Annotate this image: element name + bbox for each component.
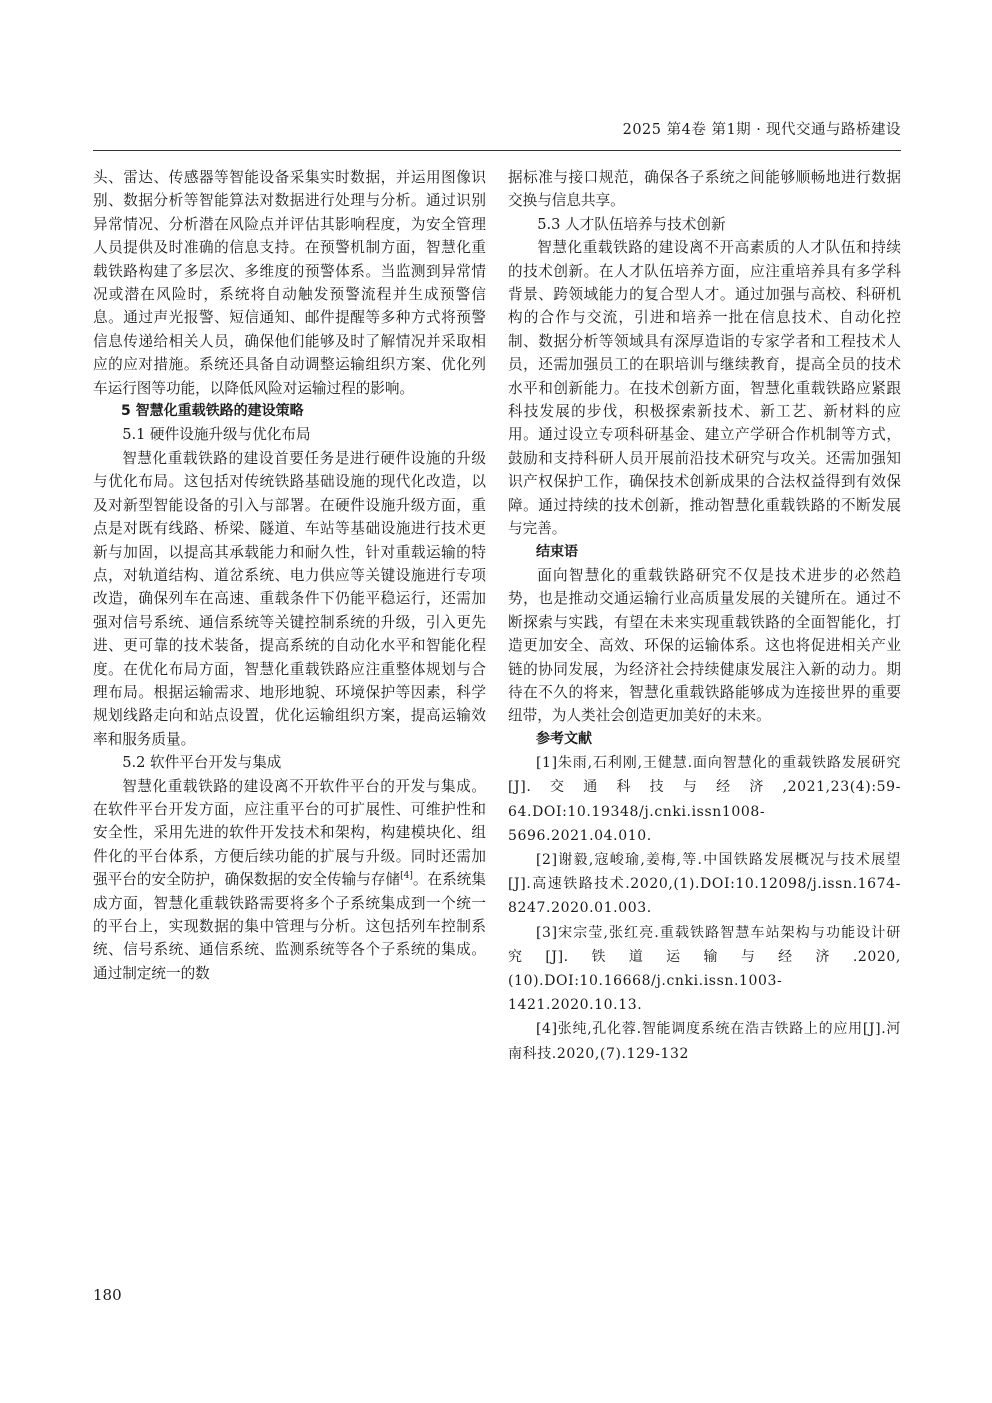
paragraph: 面向智慧化的重载铁路研究不仅是技术进步的必然趋势，也是推动交通运输行业高质量发展的关键所在。通过不断探索与实践，有望在未来实现重载铁路的全面智能化，打造更加安全、高效、环保的运输体系。这也将促进相关产业链的协同发展，为经济社会持续健康发展注入新的动力。期待在不久的将来，智慧化重载铁路能够成为连接世界的重要纽带，为人类社会创造更加美好的未来。 [508,566,901,725]
paragraph-text: 智慧化重载铁路的建设离不开软件平台的开发与集成。在软件平台开发方面，应注重平台的可扩展性、可维护性和安全性，采用先进的软件开发技术和架构，构建模块化、组件化的平台体系，方便后续功能的扩展与升级。同时还需加强平台的安全防护，确保数据的安全传输与存储 [93,777,486,889]
left-column [93,166,486,985]
subsection-heading-5-1: 5.1 硬件设施升级与优化布局 [122,426,311,444]
section-heading-5: 5 智慧化重载铁路的建设策略 [121,403,304,420]
header-separator: · [756,122,761,138]
paragraph-continued: 头、雷达、传感器等智能设备采集实时数据，并运用图像识别、数据分析等智能算法对数据进行处理与分析。通过识别异常情况、分析潜在风险点并评估其影响程度，为安全管理人员提供及时准确的信息支持。在预警机制方面，智慧化重载铁路构建了多层次、多维度的预警体系。当监测到异常情况或潜在风险时，系统将自动触发预警流程并生成预警信息。通过声光报警、短信通知、邮件提醒等多种方式将预警信息传递给相关人员，确保他们能够及时了解情况并采取相应的应对措施。系统还具备自动调整运输组织方案、优化列车运行图等功能，以降低风险对运输过程的影响。 [93,169,486,397]
reference-item: [1]朱雨,石利刚,王健慧.面向智慧化的重载铁路发展研究[J].交通科技与经济,2021,23(4):59-64.DOI:10.19348/j.cnki.issn1008-5696.2021.04.010. [508,755,901,844]
subsection-heading-5-3: 5.3 人才队伍培养与技术创新 [537,215,726,233]
references-heading: 参考文献 [536,730,592,747]
header-rule [93,150,901,151]
paragraph: 智慧化重载铁路的建设首要任务是进行硬件设施的升级与优化布局。这包括对传统铁路基础设施的现代化改造，以及对新型智能设备的引入与部署。在硬件设施升级方面，重点是对既有线路、桥梁、隧道、车站等基础设施进行技术更新与加固，以提高其承载能力和耐久性，针对重载运输的特点，对轨道结构、道岔系统、电力供应等关键设施进行专项改造，确保列车在高速、重载条件下仍能平稳运行，还需加强对信号系统、通信系统等关键控制系统的升级，引入更先进、更可靠的技术装备，提高系统的自动化水平和智能化程度。在优化布局方面，智慧化重载铁路应注重整体规划与合理布局。根据运输需求、地形地貌、环境保护等因素，科学规划线路走向和站点设置，优化运输组织方案，提高运输效率和服务质量。 [93,449,486,748]
reference-item: [2]谢毅,寇峻瑜,姜梅,等.中国铁路发展概况与技术展望[J].高速铁路技术.2020,(1).DOI:10.12098/j.issn.1674-8247.2020.01.003. [508,851,901,917]
paragraph [93,775,486,986]
citation-ref: [4] [400,871,413,882]
running-header [93,118,901,139]
page-number: 180 [93,1286,122,1304]
paragraph: 智慧化重载铁路的建设离不开高素质的人才队伍和持续的技术创新。在人才队伍培养方面，应注重培养具有多学科背景、跨领域能力的复合型人才。通过加强与高校、科研机构的合作与交流，引进和培养一批在信息技术、自动化控制、数据分析等领域具有深厚造诣的专家学者和工程技术人员，还需加强员工的在职培训与继续教育，提高全员的技术水平和创新能力。在技术创新方面，智慧化重载铁路应紧跟科技发展的步伐，积极探索新技术、新工艺、新材料的应用。通过设立专项科研基金、建立产学研合作机制等方式，鼓励和支持科研人员开展前沿技术研究与攻关。还需加强知识产权保护工作，确保技术创新成果的合法权益得到有效保障。通过持续的技术创新，推动智慧化重载铁路的不断发展与完善。 [508,239,901,538]
reference-item: [3]宋宗莹,张红亮.重载铁路智慧车站架构与功能设计研究[J].铁道运输与经济.2020,(10).DOI:10.16668/j.cnki.issn.1003-1421.2020.10.13. [508,924,901,1014]
journal-name: 现代交通与路桥建设 [766,122,901,138]
paragraph-continued: 据标准与接口规范，确保各子系统之间能够顺畅地进行数据交换与信息共享。 [508,169,901,210]
subsection-heading-5-2: 5.2 软件平台开发与集成 [122,754,282,772]
paragraph-text: 。在系统集成方面，智慧化重载铁路需要将多个子系统集成到一个统一的平台上，实现数据的集中管理与分析。这包括列车控制系统、信号系统、通信系统、监测系统等各个子系统的集成。通过制定统一的数 [93,871,486,982]
reference-item: [4]张纯,孔化蓉.智能调度系统在浩吉铁路上的应用[J].河南科技.2020,(7).129-132 [508,1021,901,1062]
journal-issue: 2025 第4卷 第1期 [622,122,752,138]
right-column [508,166,901,1066]
conclusion-heading: 结束语 [536,543,578,560]
